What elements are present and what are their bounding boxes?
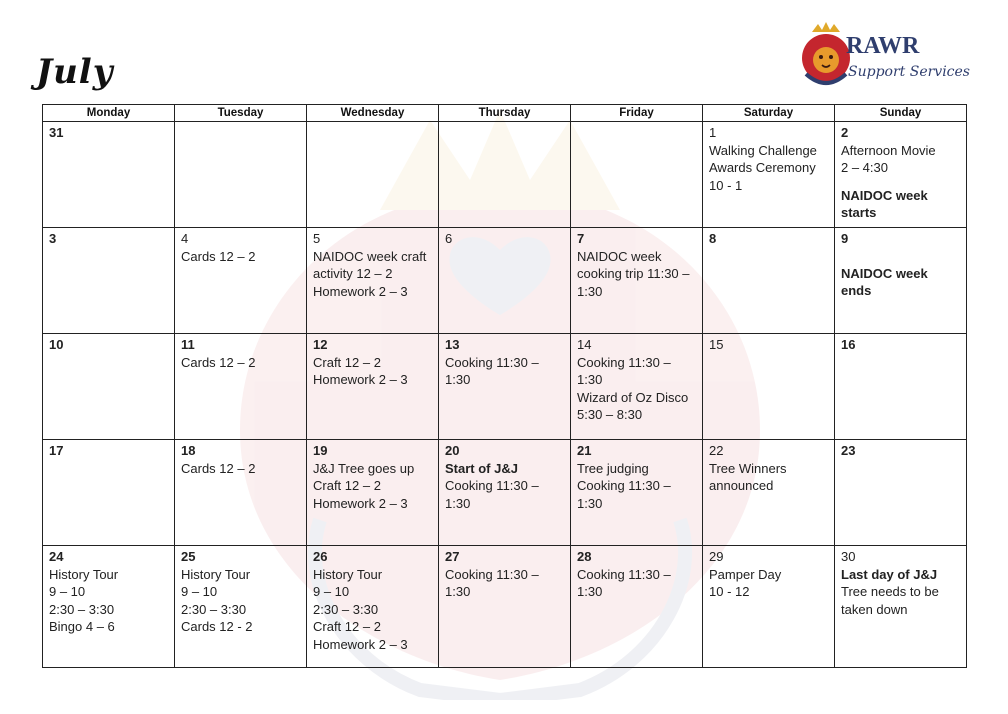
rawr-logo [782, 22, 978, 90]
event: Wizard of Oz Disco 5:30 – 8:30 [577, 389, 689, 422]
day-cell [175, 228, 307, 334]
day-number: 27 [445, 549, 460, 564]
day-cell [43, 440, 175, 546]
event: Cards 12 – 2 [181, 248, 256, 264]
day-cell [307, 546, 439, 668]
day-cell [175, 440, 307, 546]
day-number: 18 [181, 443, 196, 458]
day-cell [703, 228, 835, 334]
day-cell [307, 228, 439, 334]
event: Awards Ceremony [709, 160, 816, 175]
event: Homework 2 – 3 [313, 495, 408, 511]
day-number: 22 [709, 443, 724, 458]
svg-text:RAWR: RAWR [846, 33, 920, 59]
day-cell [571, 334, 703, 440]
event: Craft 12 – 2 [313, 619, 381, 634]
day-cell [175, 122, 307, 228]
day-cell [43, 334, 175, 440]
event: Cards 12 – 2 [181, 354, 256, 370]
week-row [43, 546, 967, 668]
day-number: 20 [445, 443, 460, 458]
day-cell [571, 122, 703, 228]
event: Start of J&J [445, 460, 518, 476]
header-thursday: Thursday [439, 105, 571, 122]
day-cell [307, 122, 439, 228]
week-row [43, 122, 967, 228]
day-cell [835, 440, 967, 546]
day-number: 31 [49, 125, 64, 140]
event: Craft 12 – 2 [313, 478, 381, 493]
day-cell [439, 228, 571, 334]
day-cell [43, 228, 175, 334]
day-cell [835, 334, 967, 440]
day-number: 24 [49, 549, 64, 564]
event: Tree judging [577, 460, 649, 476]
header-saturday: Saturday [703, 105, 835, 122]
event: Homework 2 – 3 [313, 283, 408, 299]
event: Bingo 4 – 6 [49, 619, 115, 634]
week-row [43, 440, 967, 546]
day-cell [703, 122, 835, 228]
event: 2:30 – 3:30 [49, 601, 115, 617]
event: 2:30 – 3:30 [181, 601, 247, 617]
event: Cooking 11:30 – 1:30 [577, 566, 671, 599]
day-cell [439, 122, 571, 228]
day-number: 6 [445, 231, 453, 246]
month-title: July [36, 52, 114, 92]
header-wednesday: Wednesday [307, 105, 439, 122]
day-cell [43, 122, 175, 228]
day-number: 28 [577, 549, 592, 564]
day-number: 4 [181, 231, 189, 246]
event: Homework 2 – 3 [313, 372, 408, 387]
event: Cooking 11:30 – 1:30 [445, 566, 539, 599]
event: Cooking 11:30 – 1:30 [577, 478, 671, 511]
event: Cards 12 – 2 [181, 460, 256, 476]
event: Tree needs to be taken down [841, 584, 939, 617]
event: 2 – 4:30 [841, 160, 888, 175]
event: History Tour [313, 566, 383, 582]
weekday-header-row [43, 105, 967, 122]
day-cell [439, 546, 571, 668]
day-cell [307, 440, 439, 546]
day-number: 11 [181, 337, 195, 352]
day-cell [175, 334, 307, 440]
event: Homework 2 – 3 [313, 636, 408, 652]
event: History Tour [49, 566, 119, 582]
header-sunday: Sunday [835, 105, 967, 122]
event: NAIDOC week starts [841, 187, 928, 220]
day-number: 1 [709, 125, 717, 140]
event: 9 – 10 [49, 584, 86, 599]
day-cell [439, 334, 571, 440]
day-cell [571, 546, 703, 668]
day-number: 13 [445, 337, 460, 352]
day-number: 7 [577, 231, 585, 246]
day-cell [835, 546, 967, 668]
event: Tree Winners announced [709, 460, 787, 493]
day-number: 8 [709, 231, 717, 246]
event: NAIDOC week craft activity 12 – 2 [313, 248, 427, 281]
day-number: 2 [841, 125, 849, 140]
event: 9 – 10 [313, 584, 350, 599]
event: Craft 12 – 2 [313, 354, 381, 370]
day-number: 29 [709, 549, 724, 564]
header-tuesday: Tuesday [175, 105, 307, 122]
event: NAIDOC week cooking trip 11:30 – 1:30 [577, 248, 690, 299]
event: Cards 12 - 2 [181, 619, 253, 634]
event: Walking Challenge [709, 142, 817, 158]
day-number: 21 [577, 443, 592, 458]
day-cell [307, 334, 439, 440]
event: J&J Tree goes up [313, 460, 415, 476]
event: 10 - 12 [709, 584, 750, 599]
event: Cooking 11:30 – 1:30 [445, 354, 539, 387]
crown-icon [812, 22, 840, 32]
day-number: 17 [49, 443, 64, 458]
day-cell [571, 440, 703, 546]
day-number: 26 [313, 549, 328, 564]
day-number: 14 [577, 337, 592, 352]
day-cell [703, 546, 835, 668]
week-row [43, 228, 967, 334]
day-cell [571, 228, 703, 334]
event: Cooking 11:30 – 1:30 [577, 354, 671, 387]
day-cell [835, 122, 967, 228]
event: 10 - 1 [709, 177, 743, 193]
day-number: 5 [313, 231, 321, 246]
day-number: 9 [841, 231, 849, 246]
day-cell [703, 334, 835, 440]
day-number: 23 [841, 443, 856, 458]
day-number: 16 [841, 337, 856, 352]
event: Afternoon Movie [841, 142, 936, 158]
header-friday: Friday [571, 105, 703, 122]
day-number: 15 [709, 337, 724, 352]
day-number: 10 [49, 337, 64, 352]
day-number: 19 [313, 443, 328, 458]
event: Pamper Day [709, 566, 782, 582]
day-cell [835, 228, 967, 334]
event: 9 – 10 [181, 584, 218, 599]
event: Cooking 11:30 – 1:30 [445, 478, 539, 511]
event: History Tour [181, 566, 251, 582]
day-cell [175, 546, 307, 668]
svg-text:Support Services: Support Services [848, 64, 970, 80]
week-row [43, 334, 967, 440]
day-number: 12 [313, 337, 328, 352]
header-monday: Monday [43, 105, 175, 122]
day-number: 30 [841, 549, 856, 564]
day-cell [439, 440, 571, 546]
day-cell [43, 546, 175, 668]
event: NAIDOC week ends [841, 265, 928, 298]
day-number: 3 [49, 231, 57, 246]
day-number: 25 [181, 549, 196, 564]
calendar-table [42, 104, 967, 668]
event: Last day of J&J [841, 566, 938, 582]
day-cell [703, 440, 835, 546]
event: 2:30 – 3:30 [313, 601, 379, 617]
